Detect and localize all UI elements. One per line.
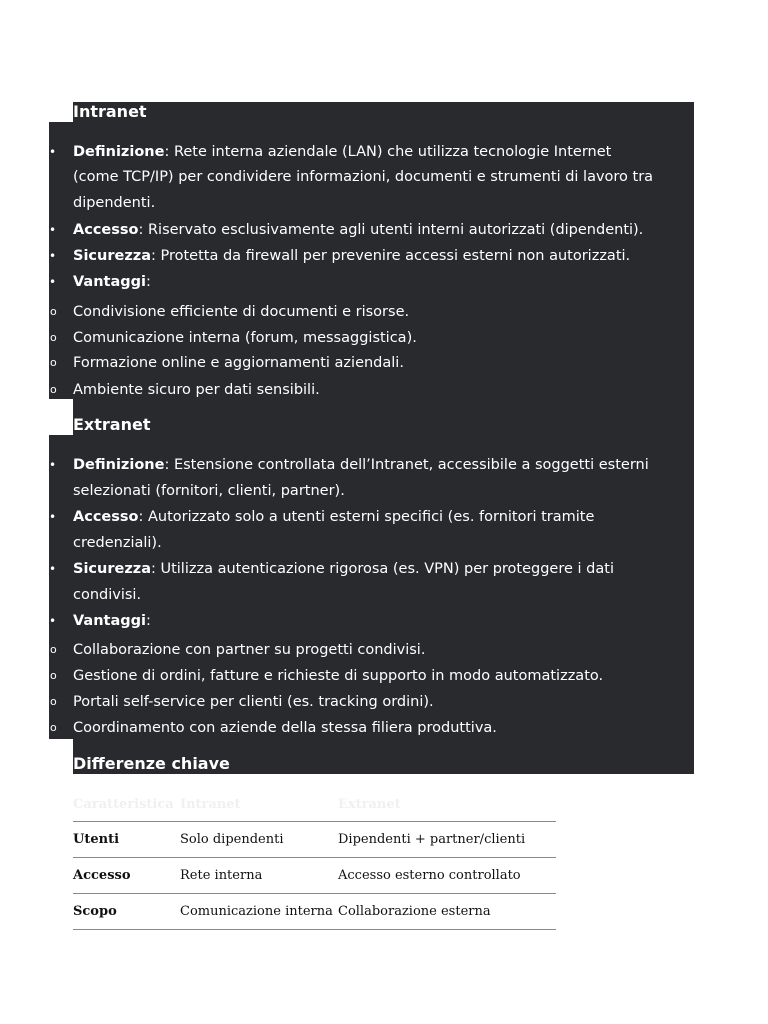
sub-bullet: o [50, 721, 57, 734]
item-label: Definizione [73, 144, 165, 160]
intranet-vantaggi [73, 273, 151, 291]
item-text: : [145, 274, 151, 290]
table-cell: Accesso [73, 868, 131, 883]
table-cell: Scopo [73, 904, 117, 919]
bullet: • [49, 223, 57, 237]
table-cell: Utenti [73, 832, 120, 847]
table-cell: Comunicazione interna [180, 904, 333, 919]
table-cell: Accesso esterno controllato [338, 868, 521, 883]
item-text: : Autorizzato solo a utenti esterni specifici (es. fornitori tramite [138, 509, 595, 525]
item-label: Sicurezza [73, 248, 151, 264]
column-header: Caratteristica [73, 797, 174, 812]
item-label: Accesso [73, 509, 139, 525]
bullet: • [49, 510, 57, 524]
sub-bullet: o [50, 331, 57, 344]
intranet-definizione-line2: (come TCP/IP) per condividere informazioni, documenti e strumenti di lavoro tra [73, 169, 654, 185]
extranet-accesso [73, 508, 594, 526]
intranet-definizione [73, 143, 611, 161]
column-header: Extranet [338, 797, 401, 812]
item-text: : Rete interna aziendale (LAN) che utilizza tecnologie Internet [164, 144, 612, 160]
extranet-advantage: Portali self-service per clienti (es. tracking ordini). [73, 694, 434, 710]
table-row [73, 858, 556, 894]
intranet-advantage: Condivisione efficiente di documenti e risorse. [73, 304, 410, 320]
table-cell: Collaborazione esterna [338, 904, 491, 919]
extranet-advantage: Coordinamento con aziende della stessa filiera produttiva. [73, 720, 497, 736]
sub-bullet: o [50, 695, 57, 708]
dark-highlight-gap [73, 399, 694, 435]
comparison-table [73, 788, 556, 930]
extranet-definizione-line2: selezionati (fornitori, clienti, partner). [73, 483, 345, 499]
bullet: • [49, 249, 57, 263]
extranet-accesso-line2: credenziali). [73, 535, 162, 551]
table-row [73, 822, 556, 858]
table-row [73, 894, 556, 930]
intranet-advantage: Ambiente sicuro per dati sensibili. [73, 382, 320, 398]
bullet: • [49, 275, 57, 289]
dark-highlight-top [73, 102, 694, 122]
sub-bullet: o [50, 383, 57, 396]
item-text: : Utilizza autenticazione rigorosa (es. VPN) per proteggere i dati [150, 561, 614, 577]
table-cell: Dipendenti + partner/clienti [338, 832, 526, 847]
item-label: Vantaggi [73, 274, 146, 290]
extranet-sicurezza [73, 560, 614, 578]
intranet-advantage: Formazione online e aggiornamenti aziendali. [73, 355, 404, 371]
bullet: • [49, 458, 57, 472]
item-text: : Riservato esclusivamente agli utenti interni autorizzati (dipendenti). [138, 222, 644, 238]
column-header: Intranet [180, 797, 241, 812]
table-cell: Solo dipendenti [180, 832, 284, 847]
extranet-advantage: Collaborazione con partner su progetti condivisi. [73, 642, 426, 658]
item-label: Vantaggi [73, 613, 146, 629]
extranet-sicurezza-line2: condivisi. [73, 587, 142, 603]
extranet-vantaggi [73, 612, 151, 630]
extranet-advantage: Gestione di ordini, fatture e richieste di supporto in modo automatizzato. [73, 668, 604, 684]
sub-bullet: o [50, 643, 57, 656]
table-cell: Rete interna [180, 868, 263, 883]
sub-bullet: o [50, 356, 57, 369]
bullet: • [49, 562, 57, 576]
intranet-heading: Intranet [73, 102, 147, 121]
intranet-definizione-line3: dipendenti. [73, 195, 156, 211]
bullet: • [49, 145, 57, 159]
bullet: • [49, 614, 57, 628]
item-text: : Protetta da firewall per prevenire accessi esterni non autorizzati. [150, 248, 631, 264]
intranet-advantage: Comunicazione interna (forum, messaggistica). [73, 330, 417, 346]
extranet-definizione [73, 456, 649, 474]
item-label: Sicurezza [73, 561, 151, 577]
differences-heading: Differenze chiave [73, 754, 230, 773]
intranet-sicurezza [73, 247, 630, 265]
intranet-accesso [73, 221, 643, 239]
item-label: Accesso [73, 222, 139, 238]
sub-bullet: o [50, 305, 57, 318]
extranet-heading: Extranet [73, 415, 151, 434]
item-text: : [145, 613, 151, 629]
item-label: Definizione [73, 457, 165, 473]
table-header-row [73, 788, 556, 822]
sub-bullet: o [50, 669, 57, 682]
item-text: : Estensione controllata dell’Intranet, accessibile a soggetti esterni [164, 457, 649, 473]
